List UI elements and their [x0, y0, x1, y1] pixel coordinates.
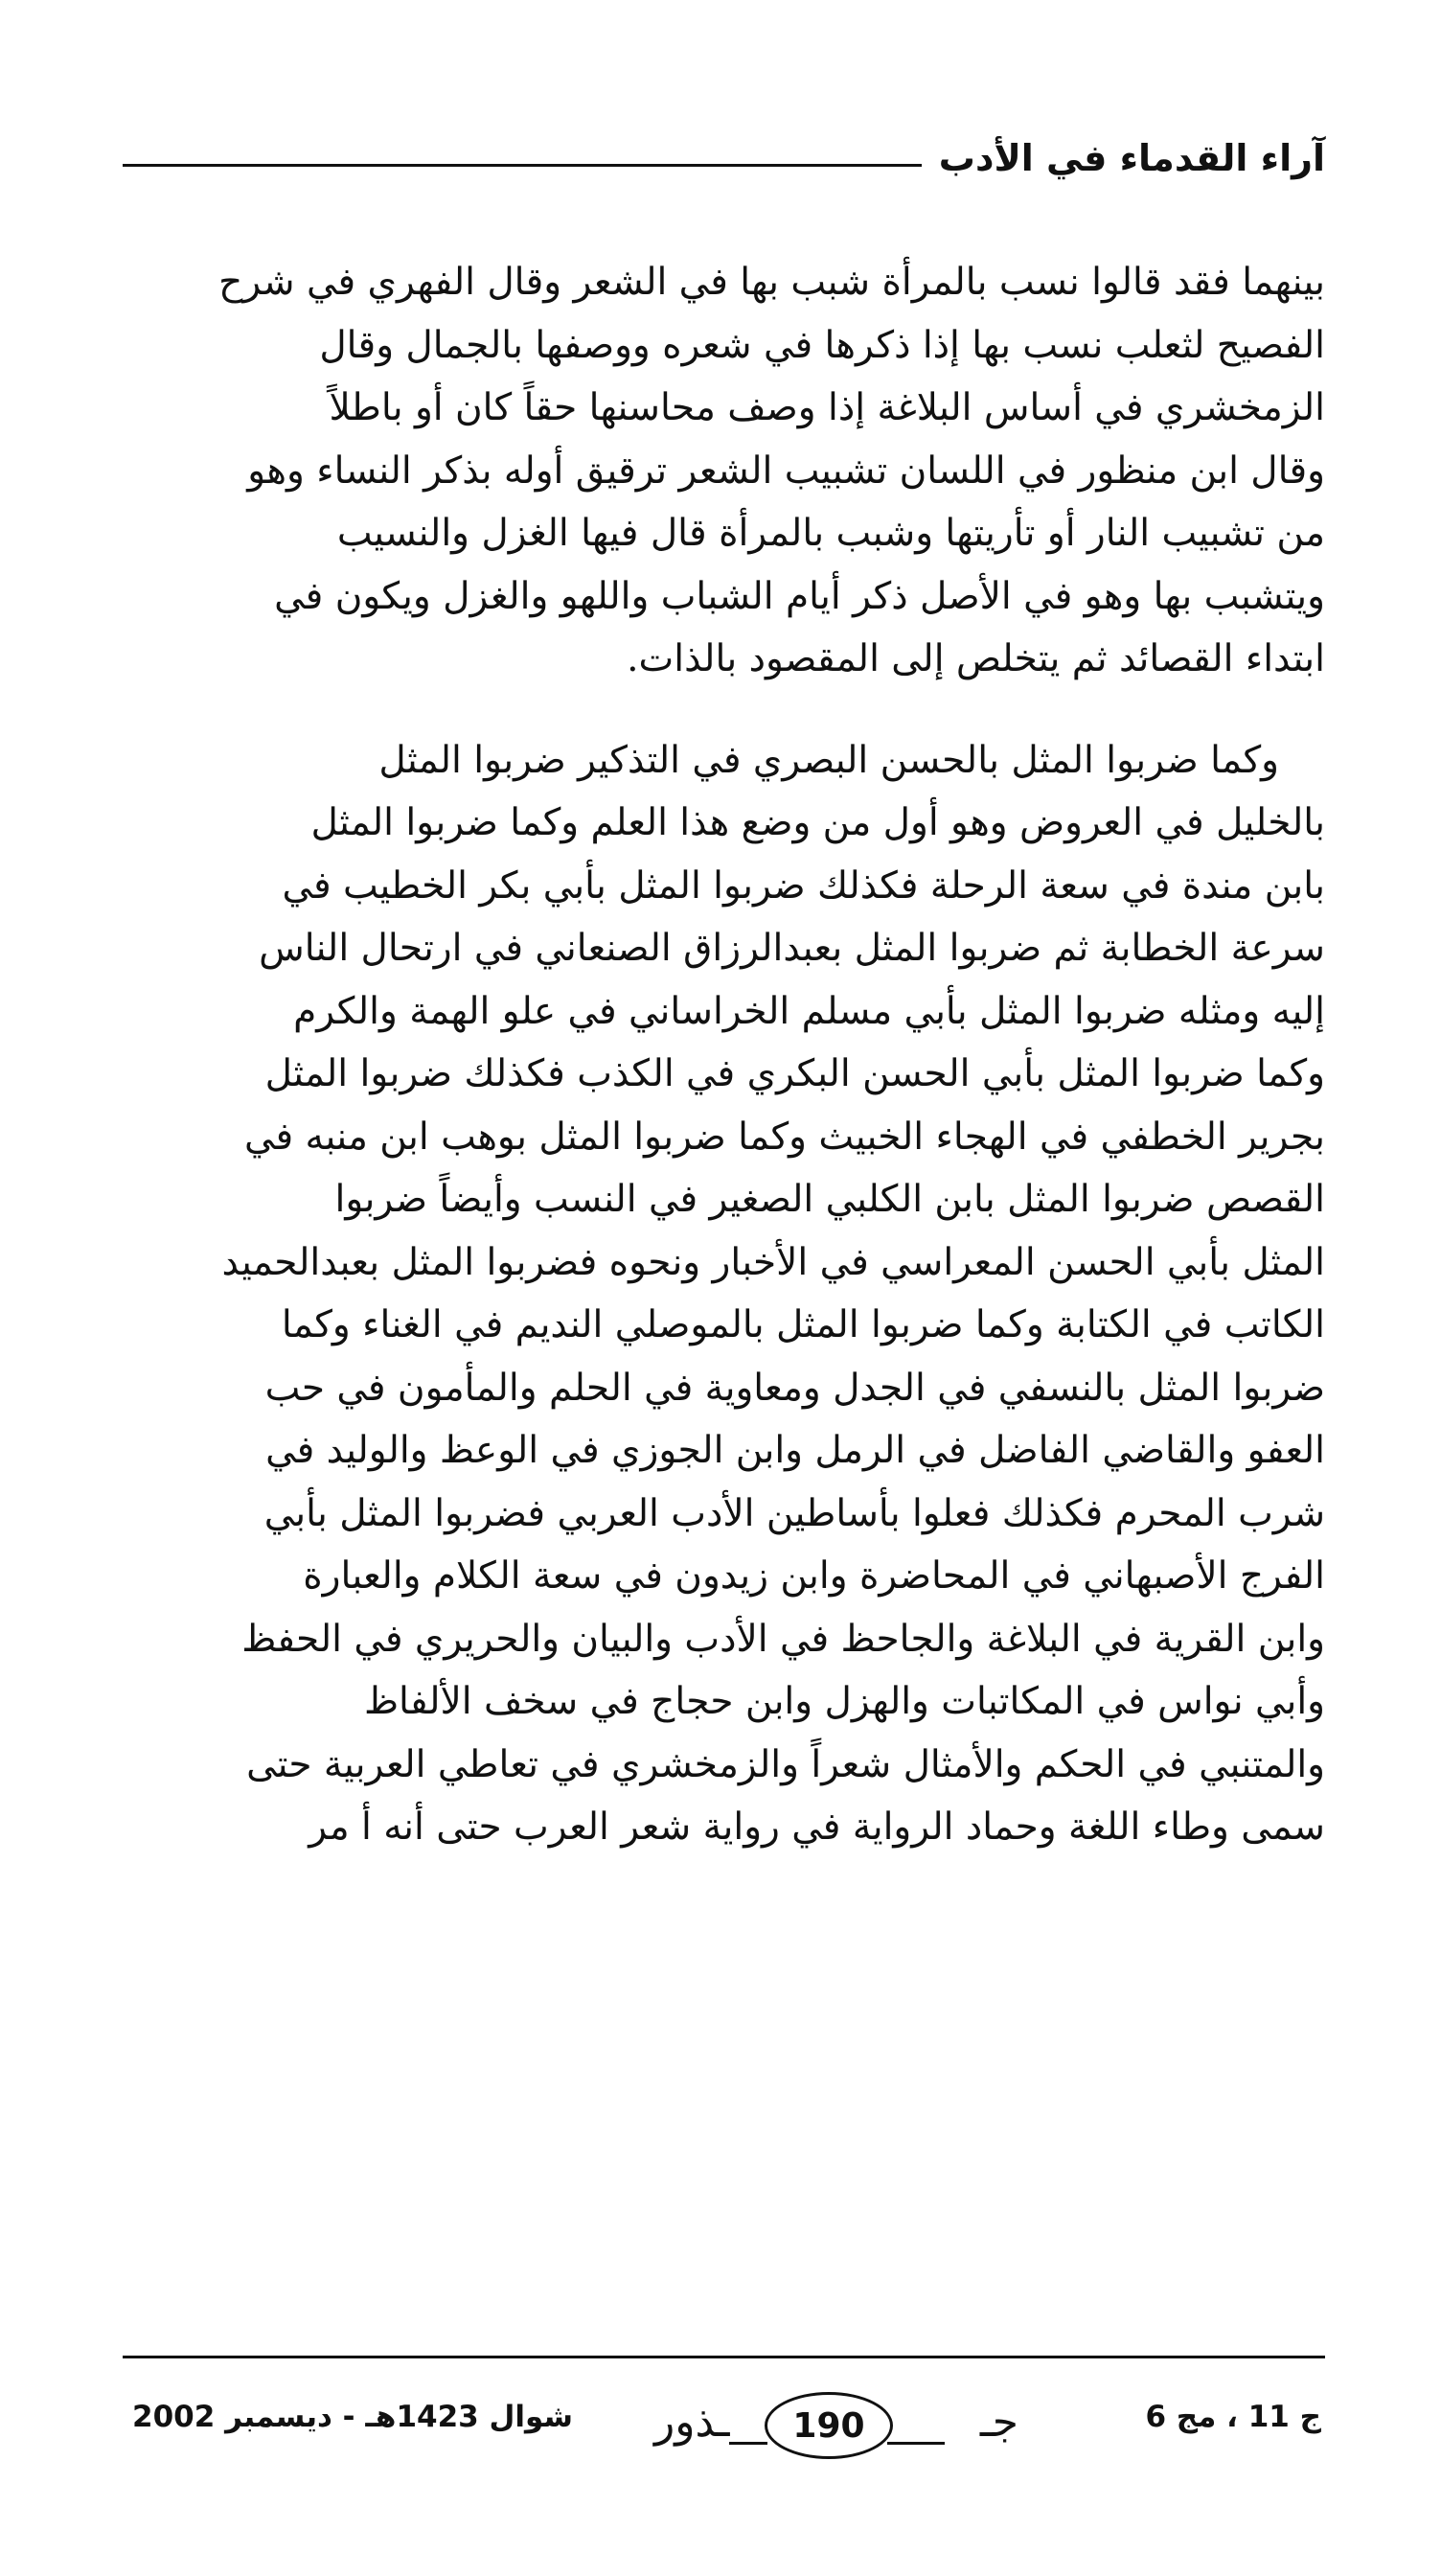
body-text [123, 251, 1325, 1859]
text-line: الكاتب في الكتابة وكما ضربوا المثل بالموصلي النديم في الغناء وكما [281, 1303, 1325, 1346]
text-line: الفرج الأصبهاني في المحاضرة وابن زيدون في سعة الكلام والعبارة [303, 1554, 1325, 1598]
text-line: الزمخشري في أساس البلاغة إذا وصف محاسنها حقاً كان أو باطلاً [329, 386, 1325, 429]
journal-name-right-part: ـذور [654, 2398, 730, 2447]
text-line: وكما ضربوا المثل بالحسن البصري في التذكير ضربوا المثل [378, 738, 1279, 782]
text-line: المثل بأبي الحسن المعراسي في الأخبار ونحوه فضربوا المثل بعبدالحميد [221, 1240, 1325, 1284]
text-line: الفصيح لثعلب نسب بها إذا ذكرها في شعره ووصفها بالجمال وقال [319, 323, 1325, 367]
text-line: سرعة الخطابة ثم ضربوا المثل بعبدالرزاق الصنعاني في ارتحال الناس [259, 927, 1325, 970]
text-line: بينهما فقد قالوا نسب بالمرأة شبب بها في الشعر وقال الفهري في شرح [218, 261, 1325, 304]
text-line: وكما ضربوا المثل بأبي الحسن البكري في الكذب فكذلك ضربوا المثل [264, 1052, 1325, 1095]
kashida-stroke-right [887, 2442, 945, 2445]
journal-logo [654, 2384, 1018, 2471]
text-line: والمتنبي في الحكم والأمثال شعراً والزمخشري في تعاطي العربية حتى [246, 1742, 1325, 1786]
paragraph-2 [123, 729, 1325, 1859]
text-line: ابتداء القصائد ثم يتخلص إلى المقصود بالذات. [627, 637, 1325, 680]
header-title: آراء القدماء في الأدب [938, 137, 1325, 179]
footer-rule [123, 2356, 1325, 2358]
page-footer [123, 2377, 1325, 2482]
text-line: بالخليل في العروض وهو أول من وضع هذا العلم وكما ضربوا المثل [310, 801, 1325, 844]
text-line: من تشبيب النار أو تأريتها وشبب بالمرأة قال فيها الغزل والنسيب [336, 512, 1325, 555]
text-line: وابن القرية في البلاغة والجاحظ في الأدب والبيان والحريري في الحفظ [241, 1617, 1325, 1661]
paragraph-1 [123, 251, 1325, 691]
text-line: بجرير الخطفي في الهجاء الخبيث وكما ضربوا المثل بوهب ابن منبه في [244, 1115, 1325, 1159]
running-header [123, 129, 1325, 187]
text-line: إليه ومثله ضربوا المثل بأبي مسلم الخراساني في علو الهمة والكرم [293, 989, 1325, 1033]
text-line: بابن مندة في سعة الرحلة فكذلك ضربوا المثل بأبي بكر الخطيب في [282, 863, 1325, 908]
volume-issue: ج 11 ، مج 6 [1145, 2400, 1321, 2434]
text-line: العفو والقاضي الفاضل في الرمل وابن الجوزي في الوعظ والوليد في [265, 1429, 1325, 1472]
issue-date: شوال 1423هـ - ديسمبر 2002 [132, 2400, 573, 2434]
text-line: القصص ضربوا المثل بابن الكلبي الصغير في النسب وأيضاً ضربوا [334, 1178, 1325, 1221]
kashida-stroke-left [729, 2442, 767, 2445]
text-line: وقال ابن منظور في اللسان تشبيب الشعر ترقيق أوله بذكر النساء وهو [247, 448, 1325, 493]
journal-name-left-part: جـ [979, 2398, 1018, 2447]
text-line: وأبي نواس في المكاتبات والهزل وابن حجاج في سخف الألفاظ [363, 1680, 1325, 1723]
page-number: 190 [765, 2392, 893, 2459]
text-line: ويتشبب بها وهو في الأصل ذكر أيام الشباب واللهو والغزل ويكون في [274, 574, 1325, 618]
text-line: ضربوا المثل بالنسفي في الجدل ومعاوية في الحلم والمأمون في حب [264, 1366, 1325, 1410]
header-rule [123, 164, 922, 167]
text-line: سمى وطاء اللغة وحماد الرواية في رواية شعر العرب حتى أنه أ مر [309, 1806, 1325, 1849]
text-line: شرب المحرم فكذلك فعلوا بأساطين الأدب العربي فضربوا المثل بأبي [263, 1491, 1325, 1535]
